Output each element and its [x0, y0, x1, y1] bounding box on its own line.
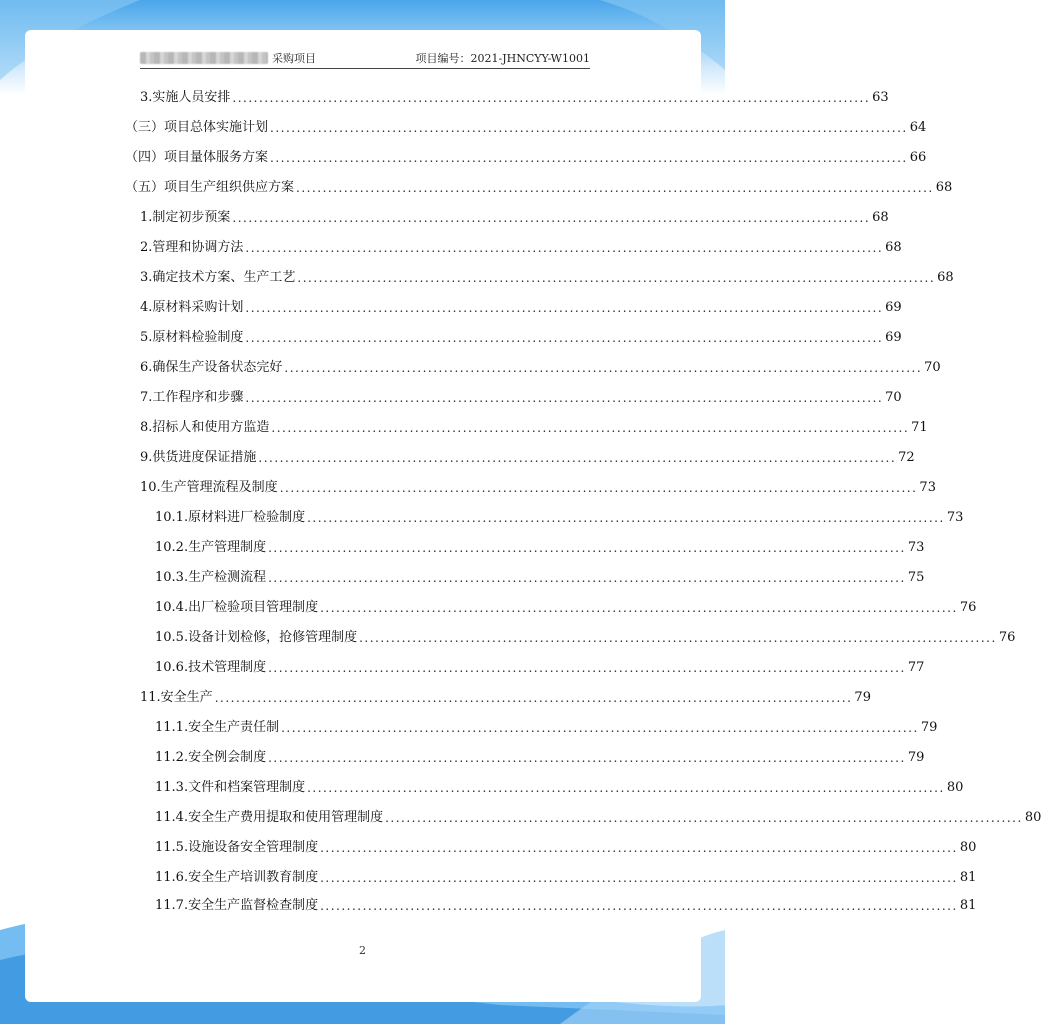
toc-leader-dots: ........................................................................................................................: [232, 211, 871, 225]
toc-entry-label: （四）项目量体服务方案: [125, 150, 269, 165]
toc-entry-page: 70: [924, 360, 941, 375]
toc-entry[interactable]: [140, 328, 902, 348]
toc-entry-page: 68: [935, 180, 953, 195]
toc-entry-page: 63: [872, 90, 889, 105]
toc-leader-dots: ........................................................................................................................: [281, 721, 919, 735]
toc-leader-dots: ........................................................................................................................: [245, 301, 884, 315]
toc-entry-page: 79: [854, 690, 871, 705]
toc-entry[interactable]: [140, 88, 889, 108]
toc-entry[interactable]: [140, 358, 941, 378]
toc-entry-label: 10.生产管理流程及制度: [140, 480, 278, 495]
toc-entry-label: 11.2.安全例会制度: [155, 750, 267, 765]
toc-entry-page: 72: [898, 450, 915, 465]
toc-entry-page: 80: [946, 780, 964, 795]
toc-leader-dots: ........................................................................................................................: [214, 691, 853, 705]
toc-entry-label: 10.6.技术管理制度: [155, 660, 267, 675]
toc-entry-label: 11.4.安全生产费用提取和使用管理制度: [155, 810, 384, 825]
toc-entry-page: 64: [909, 120, 927, 135]
toc-entry[interactable]: [140, 688, 871, 708]
toc-leader-dots: ........................................................................................................................: [320, 899, 958, 913]
toc-entry[interactable]: [155, 896, 977, 916]
toc-leader-dots: ........................................................................................................................: [270, 151, 908, 165]
toc-entry-label: 9.供货进度保证措施: [140, 450, 257, 465]
toc-entry-page: 73: [919, 480, 936, 495]
redacted-company-name: [140, 52, 268, 64]
header-project-suffix: 采购项目: [272, 52, 316, 65]
toc-entry[interactable]: [125, 178, 953, 198]
toc-entry[interactable]: [140, 478, 936, 498]
toc-entry[interactable]: [125, 148, 927, 168]
header-project-number: 项目编号：2021-JHNCYY-W1001: [415, 52, 590, 65]
toc-leader-dots: ........................................................................................................................: [258, 451, 897, 465]
toc-entry[interactable]: [155, 568, 925, 588]
toc-leader-dots: ........................................................................................................................: [268, 661, 906, 675]
toc-leader-dots: ........................................................................................................................: [268, 751, 906, 765]
toc-entry[interactable]: [155, 718, 938, 738]
toc-entry-label: 11.6.安全生产培训教育制度: [155, 870, 319, 885]
toc-entry[interactable]: [155, 658, 925, 678]
toc-entry[interactable]: [140, 448, 915, 468]
toc-leader-dots: ........................................................................................................................: [296, 181, 934, 195]
toc-entry[interactable]: [155, 508, 964, 528]
toc-entry-page: 81: [959, 898, 977, 913]
toc-entry-label: 3.实施人员安排: [140, 90, 231, 105]
toc-entry-page: 71: [911, 420, 928, 435]
toc-entry-label: 4.原材料采购计划: [140, 300, 244, 315]
toc-entry-label: 10.4.出厂检验项目管理制度: [155, 600, 319, 615]
toc-entry-page: 79: [907, 750, 925, 765]
toc-entry[interactable]: [155, 778, 964, 798]
toc-leader-dots: ........................................................................................................................: [268, 571, 906, 585]
toc-leader-dots: ........................................................................................................................: [307, 781, 945, 795]
toc-entry[interactable]: [140, 208, 889, 228]
toc-entry-label: 11.1.安全生产责任制: [155, 720, 280, 735]
toc-leader-dots: ........................................................................................................................: [268, 541, 906, 555]
toc-entry-label: 8.招标人和使用方监造: [140, 420, 270, 435]
toc-entry[interactable]: [155, 748, 925, 768]
toc-entry-page: 80: [1024, 810, 1041, 825]
toc-entry-page: 75: [907, 570, 925, 585]
toc-entry-label: 10.2.生产管理制度: [155, 540, 267, 555]
toc-entry[interactable]: [155, 538, 925, 558]
toc-entry-page: 70: [885, 390, 902, 405]
toc-entry[interactable]: [155, 598, 977, 618]
toc-entry-label: 1.制定初步预案: [140, 210, 231, 225]
toc-leader-dots: ........................................................................................................................: [245, 331, 884, 345]
toc-entry[interactable]: [140, 418, 928, 438]
toc-entry-page: 66: [909, 150, 927, 165]
toc-entry[interactable]: [140, 238, 902, 258]
toc-leader-dots: ........................................................................................................................: [297, 271, 936, 285]
toc-entry-label: （三）项目总体实施计划: [125, 120, 269, 135]
toc-entry-label: 11.5.设施设备安全管理制度: [155, 840, 319, 855]
toc-entry[interactable]: [155, 628, 1016, 648]
toc-entry-label: 7.工作程序和步骤: [140, 390, 244, 405]
toc-entry-page: 73: [946, 510, 964, 525]
toc-entry-label: 10.3.生产检测流程: [155, 570, 267, 585]
toc-entry-label: 3.确定技术方案、生产工艺: [140, 270, 296, 285]
toc-entry-page: 81: [959, 870, 977, 885]
toc-leader-dots: ........................................................................................................................: [320, 601, 958, 615]
toc-entry-page: 80: [959, 840, 977, 855]
toc-entry-page: 73: [907, 540, 925, 555]
toc-leader-dots: ........................................................................................................................: [271, 421, 910, 435]
toc-leader-dots: ........................................................................................................................: [359, 631, 997, 645]
toc-leader-dots: ........................................................................................................................: [284, 361, 923, 375]
toc-entry-label: 6.确保生产设备状态完好: [140, 360, 283, 375]
toc-leader-dots: ........................................................................................................................: [232, 91, 871, 105]
toc-entry-label: 5.原材料检验制度: [140, 330, 244, 345]
toc-entry-page: 69: [885, 300, 902, 315]
toc-leader-dots: ........................................................................................................................: [320, 871, 958, 885]
header-project-name: [140, 50, 316, 66]
toc-leader-dots: ........................................................................................................................: [245, 391, 884, 405]
toc-leader-dots: ........................................................................................................................: [307, 511, 945, 525]
toc-leader-dots: ........................................................................................................................: [320, 841, 958, 855]
toc-entry-label: 2.管理和协调方法: [140, 240, 244, 255]
page-header: [140, 50, 590, 69]
toc-entry[interactable]: [155, 868, 977, 888]
toc-leader-dots: ........................................................................................................................: [279, 481, 918, 495]
toc-entry[interactable]: [140, 268, 954, 288]
toc-entry-page: 76: [959, 600, 977, 615]
toc-entry-page: 68: [872, 210, 889, 225]
toc-entry-page: 69: [885, 330, 902, 345]
toc-entry-label: （五）项目生产组织供应方案: [125, 180, 295, 195]
toc-entry-label: 11.安全生产: [140, 690, 213, 705]
toc-entry[interactable]: [155, 838, 977, 858]
toc-entry-label: 10.5.设备计划检修，抢修管理制度: [155, 630, 358, 645]
toc-leader-dots: ........................................................................................................................: [385, 811, 1023, 825]
toc-entry-page: 76: [998, 630, 1016, 645]
toc-entry-page: 68: [937, 270, 954, 285]
toc-entry-label: 10.1.原材料进厂检验制度: [155, 510, 306, 525]
toc-entry-page: 79: [920, 720, 938, 735]
toc-entry[interactable]: [140, 298, 902, 318]
toc-leader-dots: ........................................................................................................................: [270, 121, 908, 135]
toc-entry-page: 68: [885, 240, 902, 255]
toc-entry[interactable]: [125, 118, 927, 138]
page-number: 2: [359, 944, 366, 957]
toc-entry[interactable]: [155, 808, 1041, 828]
toc-entry-label: 11.3.文件和档案管理制度: [155, 780, 306, 795]
toc-entry-label: 11.7.安全生产监督检查制度: [155, 898, 319, 913]
toc-leader-dots: ........................................................................................................................: [245, 241, 884, 255]
toc-entry[interactable]: [140, 388, 902, 408]
toc-entry-page: 77: [907, 660, 925, 675]
